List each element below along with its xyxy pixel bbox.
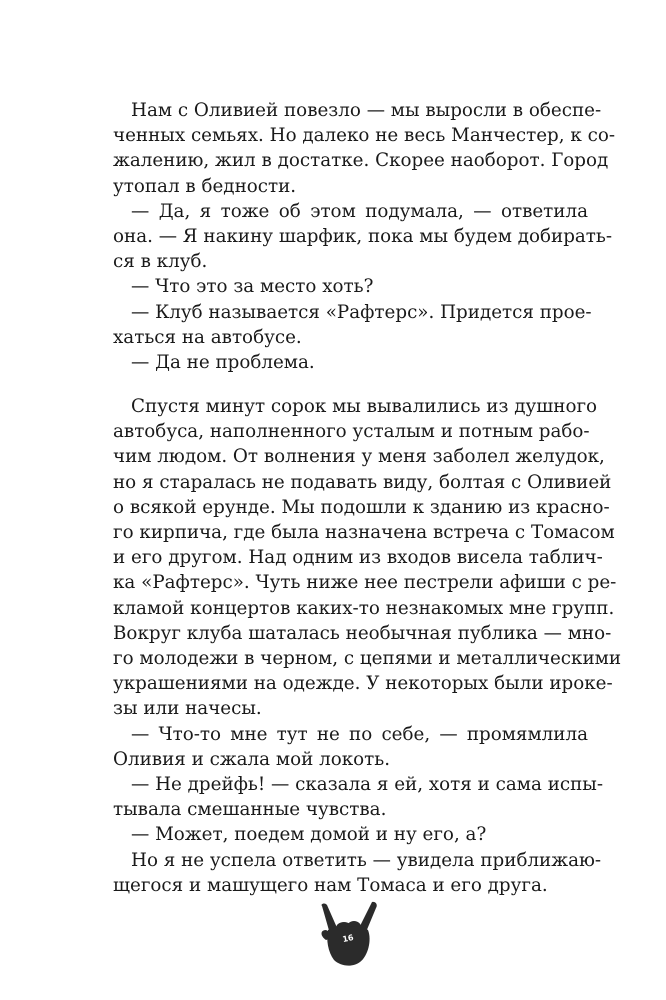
text-line: щегося и машущего нам Томаса и его друга.	[113, 874, 548, 896]
paragraph	[113, 350, 588, 375]
paragraph	[113, 722, 588, 772]
text-line: — Может, поедем домой и ну его, а?	[131, 824, 487, 846]
text-line: Оливия и сжала мой локоть.	[113, 748, 391, 770]
text-line: — Да, я тоже об этом подумала, — ответила	[131, 200, 588, 222]
paragraph	[113, 822, 588, 847]
text-line: о всякой ерунде. Мы подошли к зданию из красно-	[113, 496, 610, 518]
text-line: утопал в бедности.	[113, 175, 297, 197]
text-line: — Что это за место хоть?	[131, 276, 374, 298]
paragraph	[113, 848, 602, 898]
text-line: ка «Рафтерс». Чуть ниже нее пестрели афиши с ре-	[113, 572, 617, 594]
text-line: Нам с Оливией повезло — мы выросли в обеспе-	[131, 100, 602, 121]
text-line: она. — Я накину шарфик, пока мы будем добирать-	[113, 226, 613, 248]
paragraph	[113, 274, 588, 299]
text-line: — Да не проблема.	[131, 352, 315, 374]
text-line: тывала смешанные чувства.	[113, 799, 387, 821]
text-line: го кирпича, где была назначена встреча с Томасом	[113, 522, 615, 544]
text-line: жалению, жил в достатке. Скорее наоборот. Город	[113, 150, 609, 172]
page-number: 16	[341, 932, 355, 945]
text-line: украшениями на одежде. У некоторых были ироке-	[113, 673, 613, 695]
text-line: но я старалась не подавать виду, болтая с Оливией	[113, 471, 612, 493]
paragraph	[113, 300, 592, 350]
paragraph	[113, 394, 622, 722]
text-line: ченных семьях. Но далеко не весь Манчестер, к со-	[113, 125, 616, 147]
text-line: — Не дрейфь! — сказала я ей, хотя и сама испы-	[131, 774, 604, 796]
text-line: го молодежи в черном, с цепями и металлическими	[113, 648, 622, 670]
text-line: Вокруг клуба шаталась необычная публика — мно-	[113, 622, 612, 644]
text-block-top	[113, 98, 616, 375]
paragraph	[113, 772, 604, 822]
text-line: — Что-то мне тут не по себе, — промямлила	[131, 723, 588, 745]
text-line: автобуса, наполненного усталым и потным рабо-	[113, 421, 590, 443]
text-line: — Клуб называется «Рафтерс». Придется прое-	[131, 301, 592, 323]
text-line: Но я не успела ответить — увидела приближаю-	[131, 849, 602, 871]
text-line: ся в клуб.	[113, 251, 208, 273]
text-line: чим людом. От волнения у меня заболел желудок,	[113, 446, 605, 468]
text-line: хаться на автобусе.	[113, 326, 302, 348]
text-line: кламой концертов каких-то незнакомых мне групп.	[113, 597, 615, 619]
text-block-bottom	[113, 394, 622, 898]
text-line: и его другом. Над одним из входов висела таблич-	[113, 547, 603, 569]
page-folio	[316, 900, 380, 970]
paragraph	[113, 199, 613, 275]
text-line: Спустя минут сорок мы вывалились из душного	[131, 396, 598, 417]
paragraph	[113, 98, 616, 199]
text-line: зы или начесы.	[113, 698, 262, 720]
